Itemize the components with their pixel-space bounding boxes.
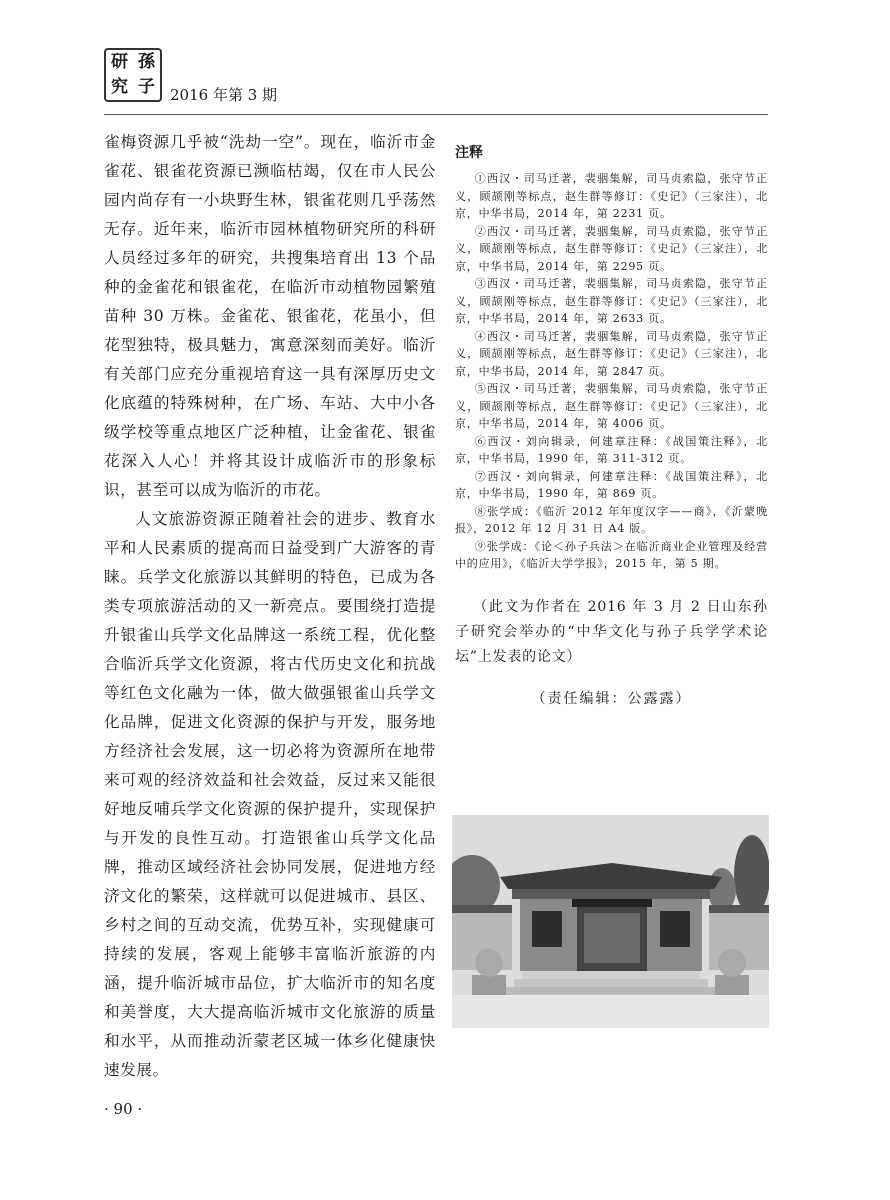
paper-remark: （此文为作者在 2016 年 3 月 2 日山东孙子研究会举办的“中华文化与孙子兵学学术论坛”上发表的论文）: [455, 598, 768, 665]
body-paragraph: 人文旅游资源正随着社会的进步、教育水平和人民素质的提高而日益受到广大游客的青睐。兵学文化旅游以其鲜明的特色，已成为各类专项旅游活动的又一新亮点。要围绕打造提升银雀山兵学文化品牌这一系统工程，优化整合临沂兵学文化资源，将古代历史文化和抗战等红色文化融为一体，做大做强银雀山兵学文化品牌，促进文化资源的保护与开发，服务地方经济社会发展，这一切必将为资源所在地带来可观的经济效益和社会效益，反过来又能很好地反哺兵学文化资源的保护提升，实现保护与开发的良性互动。打造银雀山兵学文化品牌，推动区域经济社会协同发展，促进地方经济文化的繁荣，这样就可以促进城市、县区、乡村之间的互动交流，优势互补，实现健康可持续的发展，客观上能够丰富临沂旅游的内涵，提升临沂城市品位，扩大临沂市的知名度和美誉度，大大提高临沂城市文化旅游的质量和水平，从而推动沂蒙老区城一体乡化健康快速发展。: [104, 510, 436, 1079]
note-item: ⑤西汉・司马迁著，裴骃集解，司马贞索隐，张守节正义，顾颉刚等标点，赵生群等修订：《史记》（三家注），北京，中华书局，2014 年，第 4006 页。: [455, 382, 768, 430]
note-item: ⑦西汉・刘向辑录，何建章注释：《战国策注释》，北京，中华书局，1990 年，第 869 页。: [455, 469, 768, 500]
note-item: ②西汉・司马迁著，裴骃集解，司马贞索隐，张守节正义，顾颉刚等标点，赵生群等修订：《史记》（三家注），北京，中华书局，2014 年，第 2295 页。: [455, 224, 768, 273]
page-number: · 90 ·: [104, 1100, 143, 1118]
logo-char: 孫: [138, 52, 155, 72]
logo-char: 究: [111, 77, 128, 97]
logo-char: 子: [138, 77, 155, 97]
right-column: [455, 142, 768, 708]
note-item: ⑨张学成：《论＜孙子兵法＞在临沂商业企业管理及经营中的应用》，《临沂大学学报》，2015 年，第 5 期。: [455, 539, 768, 570]
logo-char: 研: [111, 52, 128, 72]
journal-logo: [104, 48, 162, 102]
responsible-editor: （责任编辑：公露露）: [531, 690, 692, 707]
left-column: [104, 128, 436, 1085]
note-item: ①西汉・司马迁著，裴骃集解，司马贞索隐，张守节正义，顾颉刚等标点，赵生群等修订：《史记》（三家注），北京，中华书局，2014 年，第 2231 页。: [455, 172, 768, 220]
header-rule: [104, 114, 768, 115]
note-item: ⑥西汉・刘向辑录，何建章注释：《战国策注释》，北京，中华书局，1990 年，第 311-312 页。: [455, 434, 768, 465]
issue-label: 2016 年第 3 期: [170, 86, 278, 104]
body-paragraph: 雀梅资源几乎被“洗劫一空”。现在，临沂市金雀花、银雀花资源已濒临枯竭，仅在市人民公园内尚存有一小块野生林，银雀花则几乎荡然无存。近年来，临沂市园林植物研究所的科研人员经过多年的研究，共搜集培育出 13 个品种的金雀花和银雀花，在临沂市动植物园繁殖苗种 30 万株。金雀花、银雀花，花虽小，但花型独特，极具魅力，寓意深刻而美好。临沂有关部门应充分重视培育这一具有深厚历史文化底蕴的特殊树种，在广场、车站、大中小各级学校等重点地区广泛种植，让金雀花、银雀花深入人心！并将其设计成临沂市的形象标识，甚至可以成为临沂的市花。: [104, 133, 436, 499]
temple-gate-illustration: [452, 815, 769, 1028]
temple-gate-photo: [452, 815, 769, 1028]
notes-title: 注释: [455, 145, 483, 161]
note-item: ⑧张学成：《临沂 2012 年年度汉字——商》，《沂蒙晚报》，2012 年 12 月 31 日 A4 版。: [455, 504, 768, 535]
page-header: [104, 48, 768, 114]
note-item: ④西汉・司马迁著，裴骃集解，司马贞索隐，张守节正义，顾颉刚等标点，赵生群等修订：《史记》（三家注），北京，中华书局，2014 年，第 2847 页。: [455, 329, 768, 378]
note-item: ③西汉・司马迁著，裴骃集解，司马贞索隐，张守节正义，顾颉刚等标点，赵生群等修订：《史记》（三家注），北京，中华书局，2014 年，第 2633 页。: [455, 277, 768, 325]
